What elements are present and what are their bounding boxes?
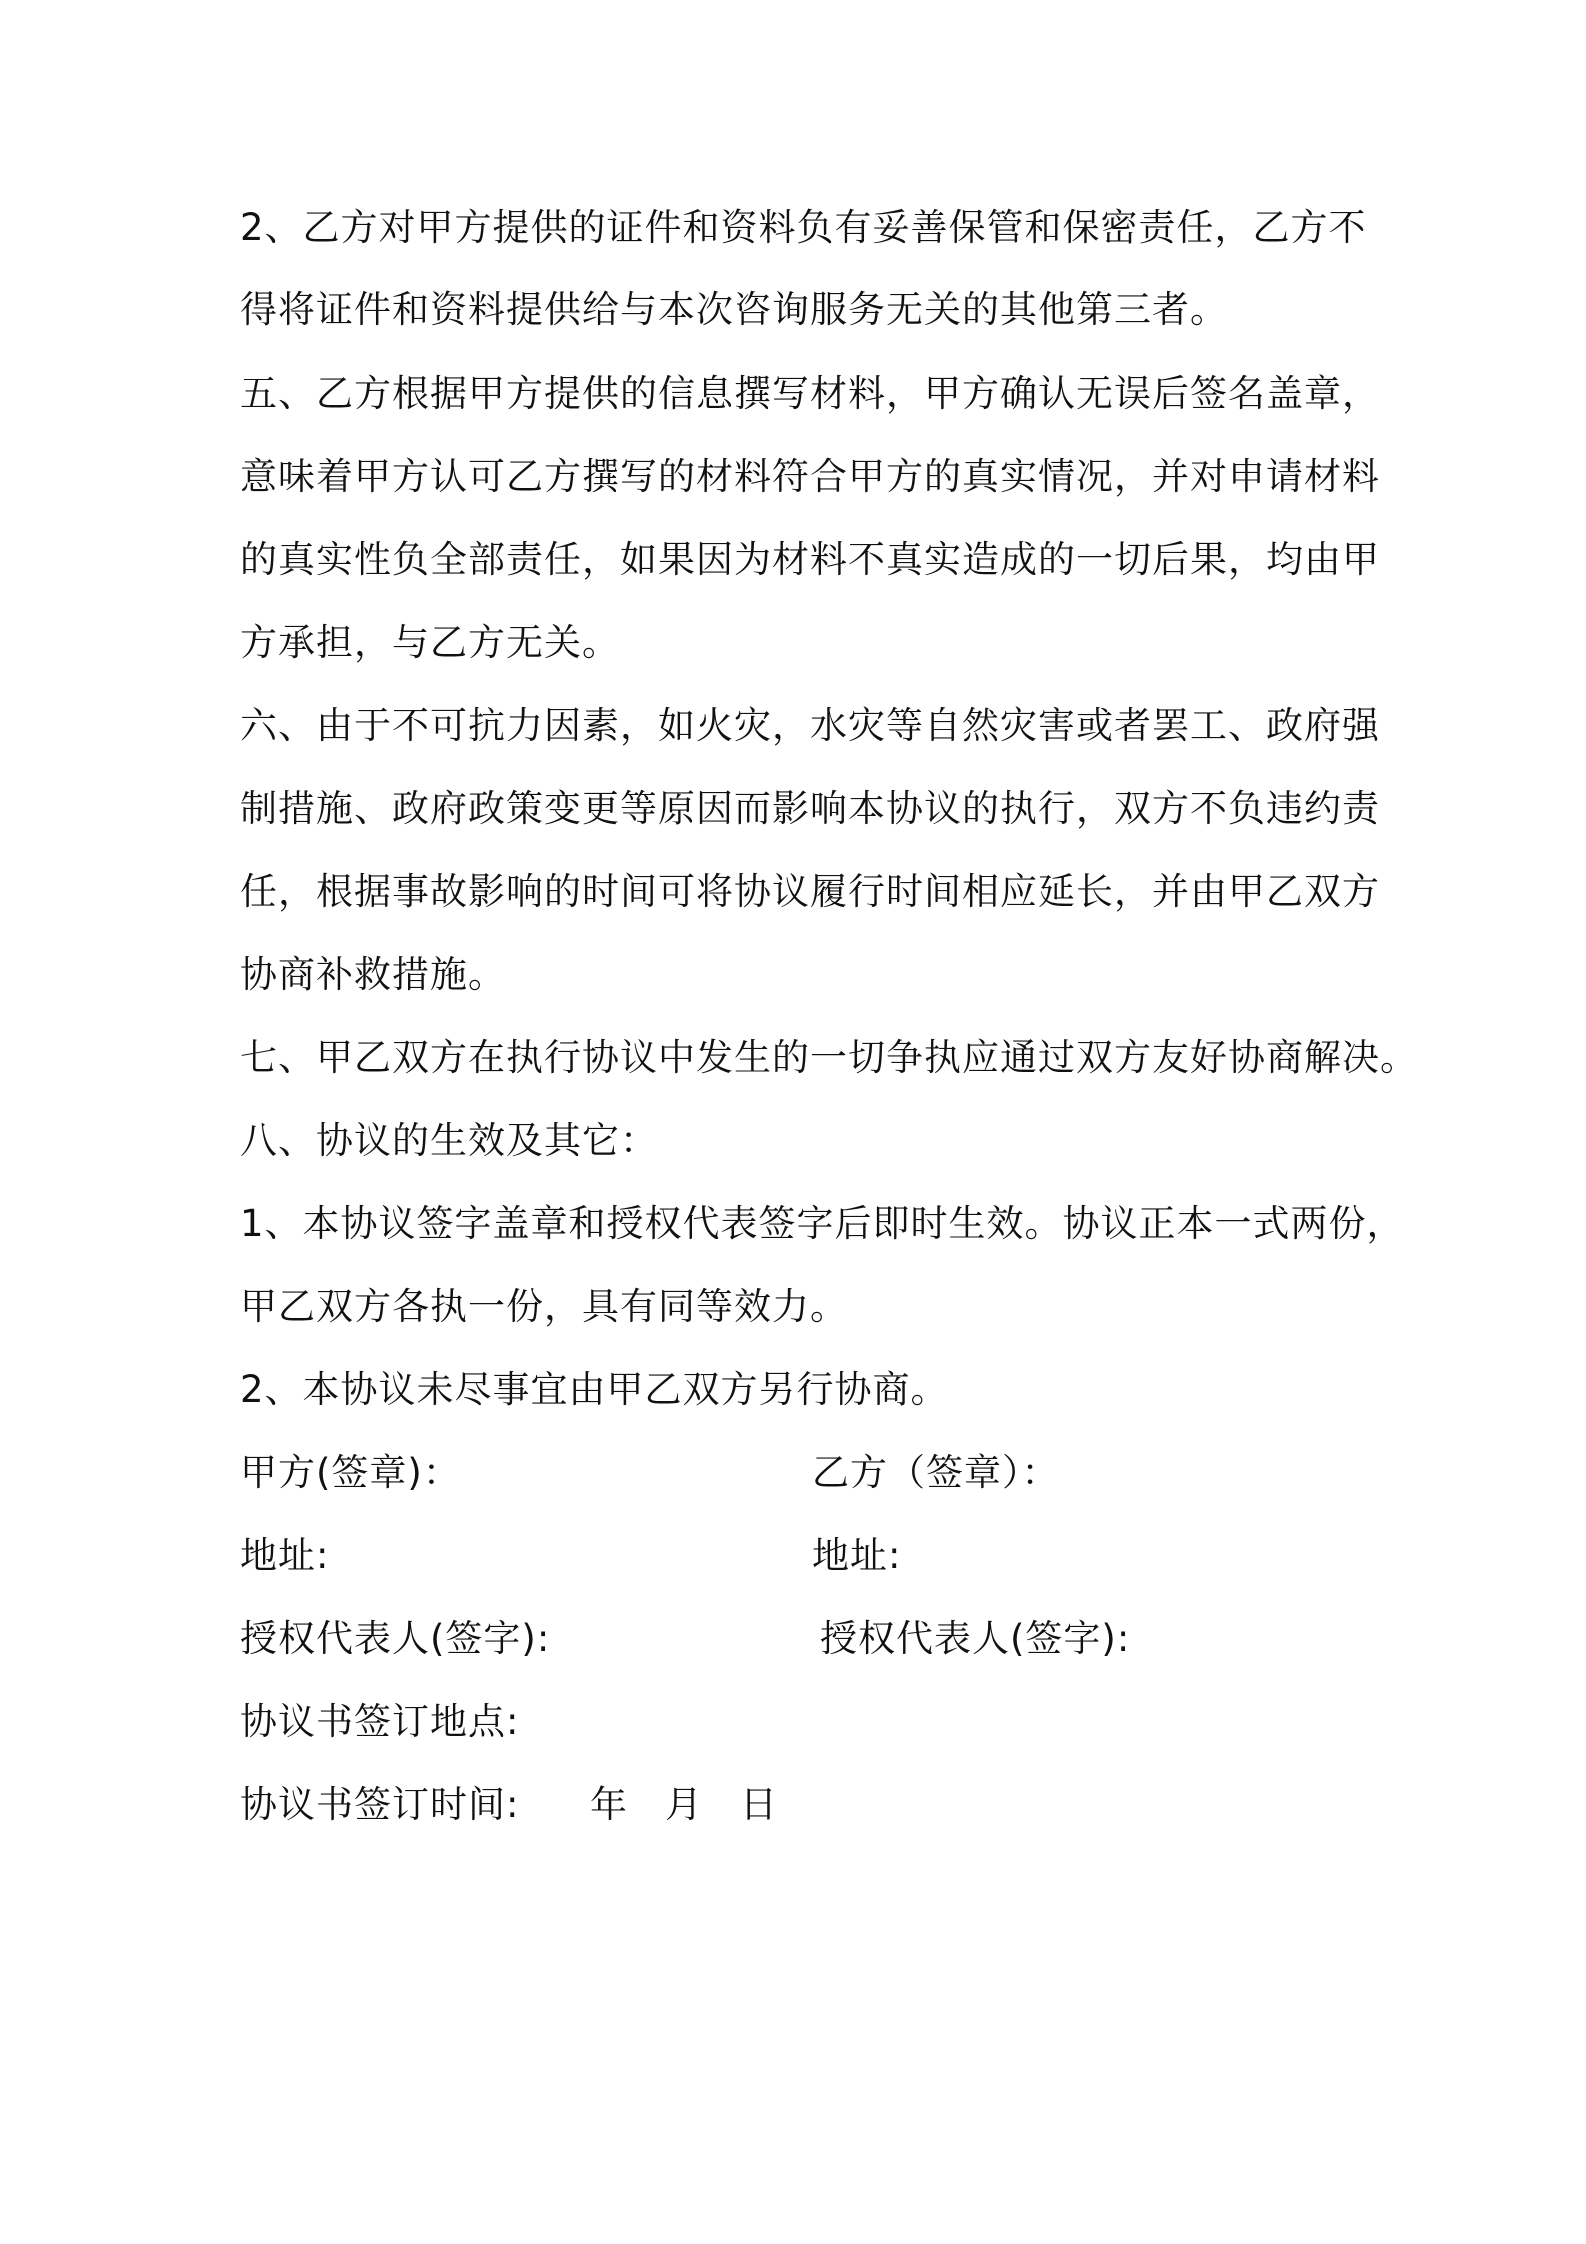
party-a-address-label: 地址: bbox=[240, 1534, 330, 1577]
party-b-representative-label: 授权代表人(签字): bbox=[820, 1617, 1131, 1660]
clause-5-line-2: 意味着甲方认可乙方撰写的材料符合甲方的真实情况，并对申请材料 bbox=[240, 455, 1380, 498]
signing-place-label: 协议书签订地点: bbox=[240, 1700, 520, 1743]
date-month-label: 月 bbox=[665, 1783, 702, 1826]
clause-6-line-4: 协商补救措施。 bbox=[240, 953, 506, 996]
clause-2-confidentiality-line-2: 得将证件和资料提供给与本次咨询服务无关的其他第三者。 bbox=[240, 288, 1228, 331]
clause-6-line-2: 制措施、政府政策变更等原因而影响本协议的执行，双方不负违约责 bbox=[240, 787, 1380, 830]
clause-5-line-1: 五、乙方根据甲方提供的信息撰写材料，甲方确认无误后签名盖章， bbox=[240, 372, 1380, 415]
clause-7-line-1: 七、甲乙双方在执行协议中发生的一切争执应通过双方友好协商解决。 bbox=[240, 1036, 1418, 1079]
party-a-representative-label: 授权代表人(签字): bbox=[240, 1617, 551, 1660]
clause-5-line-4: 方承担，与乙方无关。 bbox=[240, 621, 620, 664]
clause-5-line-3: 的真实性负全部责任，如果因为材料不真实造成的一切后果，均由甲 bbox=[240, 538, 1380, 581]
date-year-label: 年 bbox=[590, 1783, 627, 1826]
clause-8-1-line-1: 1、本协议签字盖章和授权代表签字后即时生效。协议正本一式两份， bbox=[240, 1202, 1405, 1245]
party-b-seal-label: 乙方（签章）： bbox=[812, 1451, 1060, 1494]
clause-8-heading: 八、协议的生效及其它： bbox=[240, 1119, 658, 1162]
clause-8-1-line-2: 甲乙双方各执一份，具有同等效力。 bbox=[240, 1285, 848, 1328]
date-day-label: 日 bbox=[740, 1783, 777, 1826]
clause-6-line-1: 六、由于不可抗力因素，如火灾，水灾等自然灾害或者罢工、政府强 bbox=[240, 704, 1380, 747]
party-a-seal-label: 甲方(签章)： bbox=[240, 1451, 461, 1494]
clause-6-line-3: 任，根据事故影响的时间可将协议履行时间相应延长，并由甲乙双方 bbox=[240, 870, 1380, 913]
signing-time-label: 协议书签订时间: bbox=[240, 1783, 520, 1826]
party-b-address-label: 地址: bbox=[812, 1534, 902, 1577]
clause-2-confidentiality-line-1: 2、乙方对甲方提供的证件和资料负有妥善保管和保密责任，乙方不 bbox=[240, 206, 1367, 249]
clause-8-2-line-1: 2、本协议未尽事宜由甲乙双方另行协商。 bbox=[240, 1368, 949, 1411]
